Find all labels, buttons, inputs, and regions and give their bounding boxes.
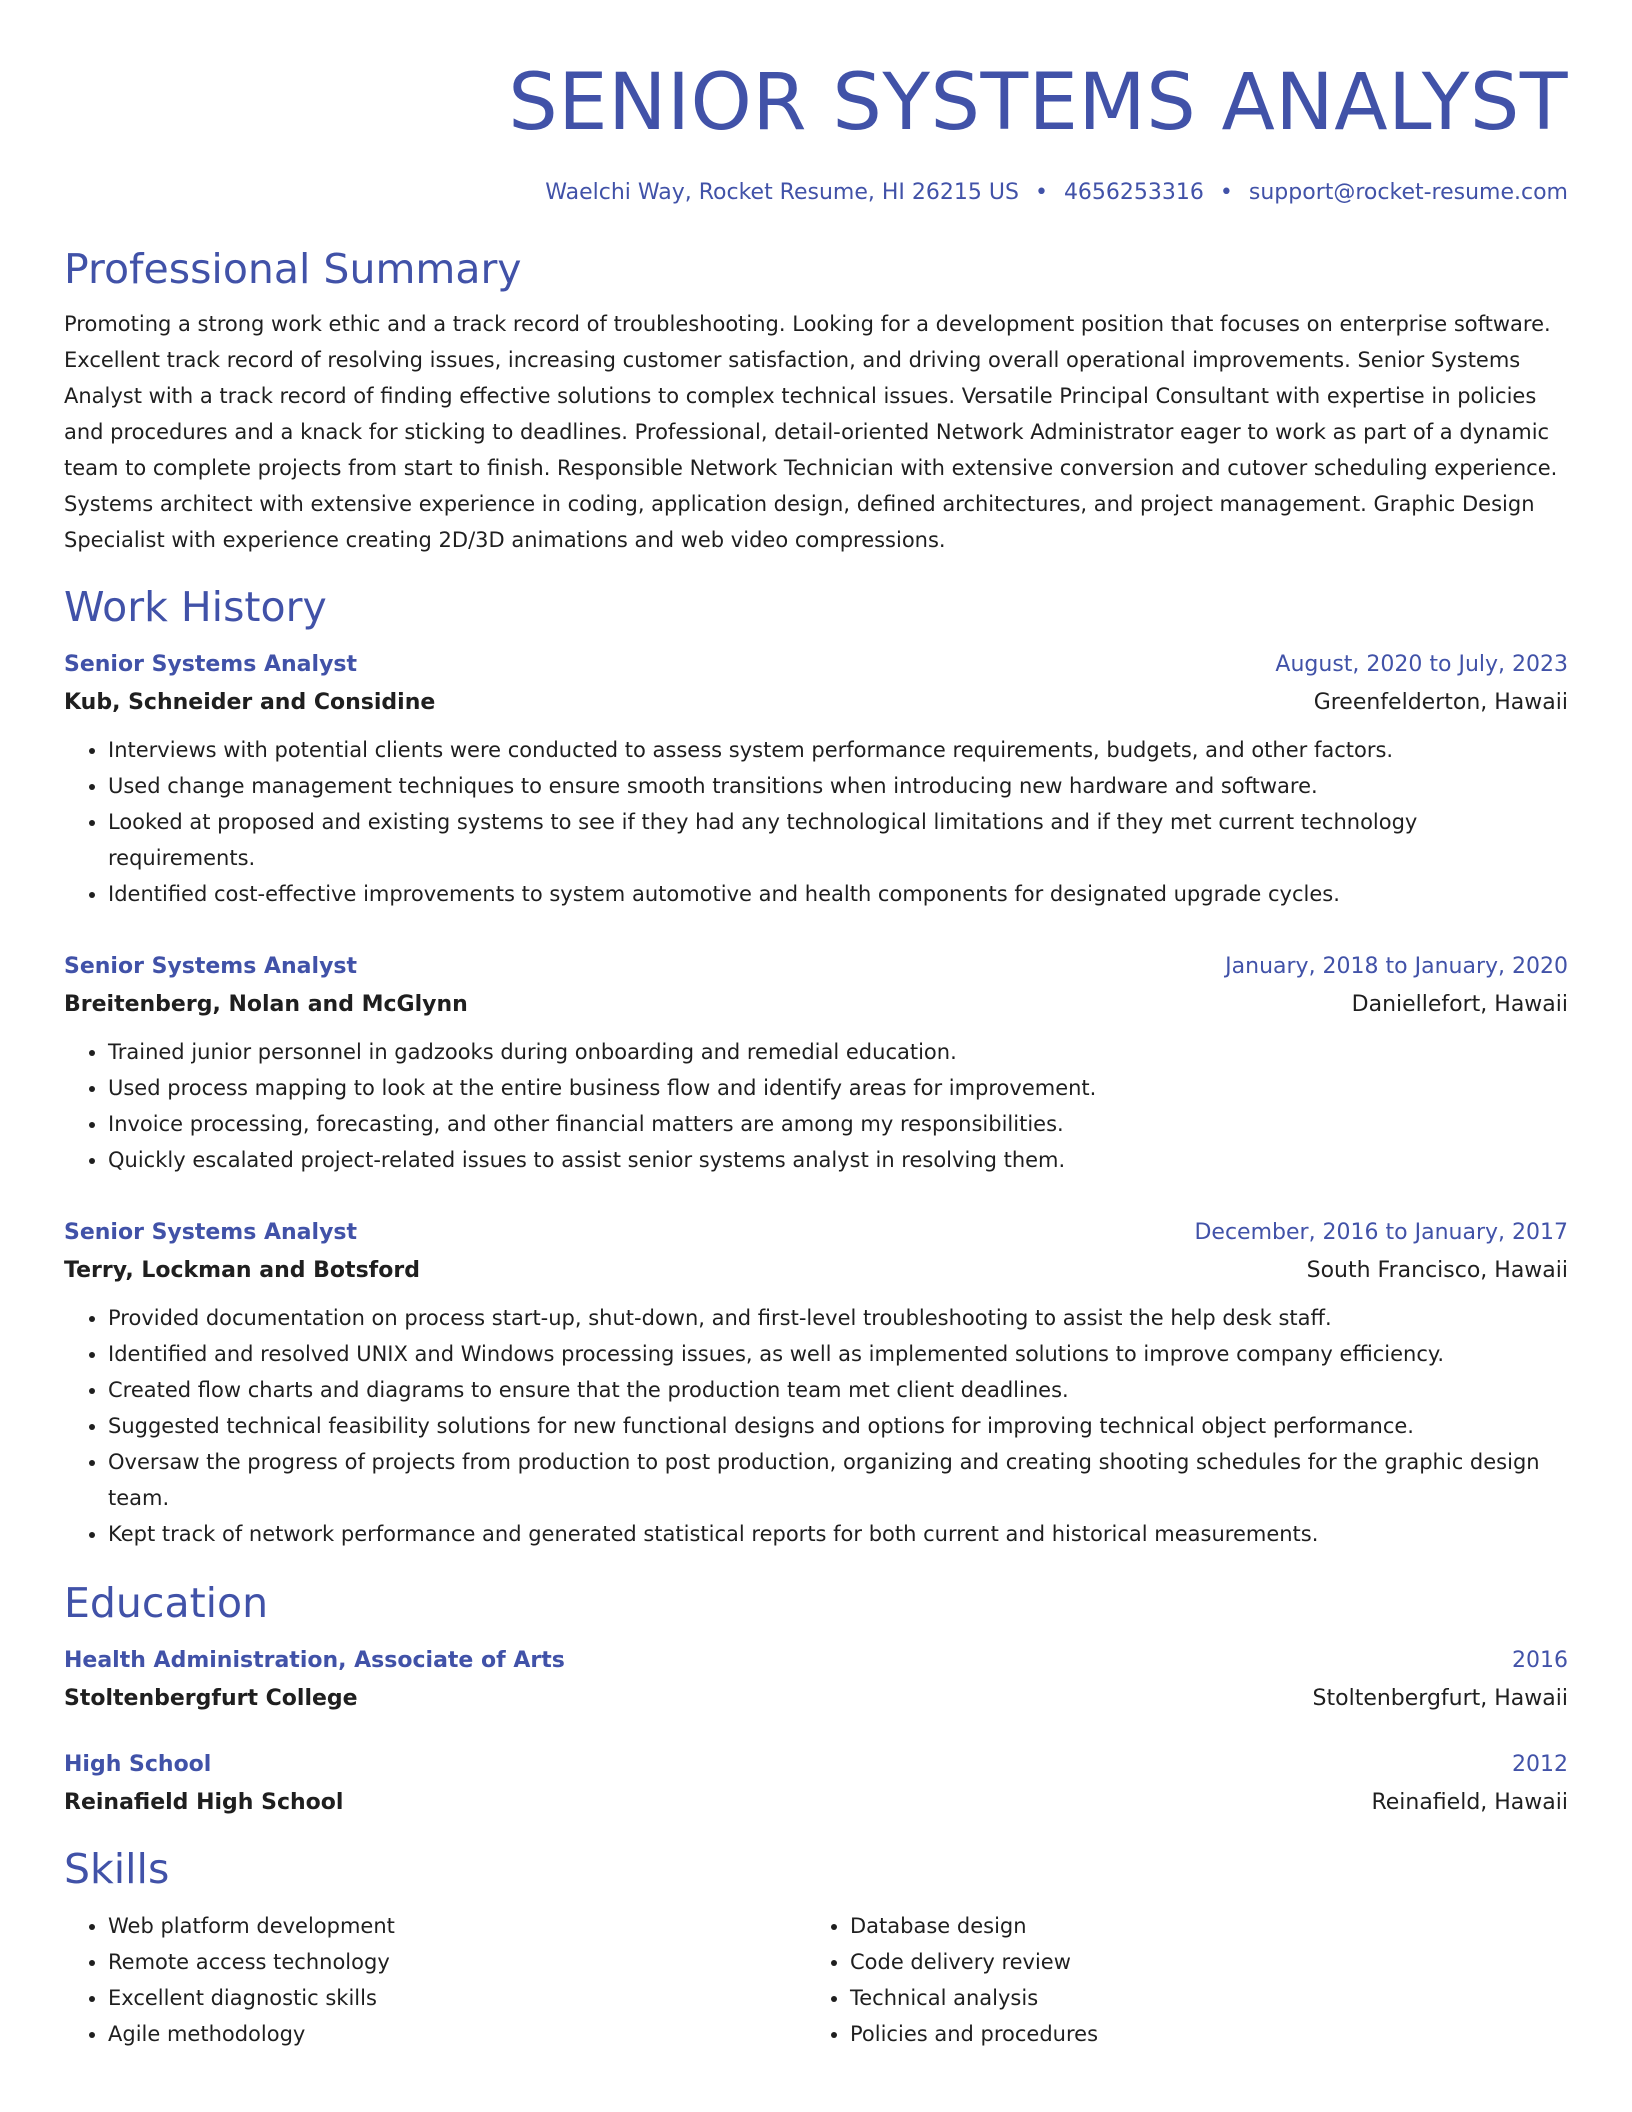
contact-phone: 4656253316: [1063, 180, 1204, 205]
job-location: Daniellefort, Hawaii: [1351, 992, 1568, 1017]
job-entry: [64, 650, 1568, 912]
job-entry: [64, 952, 1568, 1178]
education-year: 2012: [1512, 1752, 1568, 1777]
job-bullet: • Provided documentation on process start-up, shut-down, and first-level troubleshooting to assist the help desk staff.: [108, 1300, 1568, 1336]
skills-column-left: [64, 1908, 806, 2052]
education-entry: [64, 1646, 1568, 1714]
skill-item: • Excellent diagnostic skills: [108, 1980, 806, 2016]
job-bullet: • Suggested technical feasibility solutions for new functional designs and options for improving technical object performance.: [108, 1408, 1568, 1444]
contact-line: [64, 178, 1568, 208]
resume-title: SENIOR SYSTEMS ANALYST: [508, 58, 1568, 148]
job-location: Greenfelderton, Hawaii: [1313, 690, 1568, 715]
skill-item: • Code delivery review: [850, 1944, 1548, 1980]
skill-item: • Database design: [850, 1908, 1548, 1944]
skills-grid: [64, 1908, 1568, 2052]
job-role: Senior Systems Analyst: [64, 1220, 358, 1245]
job-bullet: • Used process mapping to look at the entire business flow and identify areas for improvement.: [108, 1070, 1568, 1106]
education-location: Reinafield, Hawaii: [1371, 1790, 1568, 1815]
job-bullet: • Looked at proposed and existing systems to see if they had any technological limitations and if they met current technology requirements.: [108, 804, 1568, 876]
job-company: Breitenberg, Nolan and McGlynn: [64, 992, 468, 1017]
education-school: Stoltenbergfurt College: [64, 1686, 358, 1711]
job-bullet: • Used change management techniques to ensure smooth transitions when introducing new hardware and software.: [108, 768, 1568, 804]
job-company: Terry, Lockman and Botsford: [64, 1258, 420, 1283]
work-history-heading: Work History: [64, 583, 327, 631]
job-bullet: • Trained junior personnel in gadzooks during onboarding and remedial education.: [108, 1034, 1568, 1070]
summary-text: Promoting a strong work ethic and a track record of troubleshooting. Looking for a development position that focuses on enterprise software. Excellent track record of resolving issues, increasing customer satisfaction, and driving overall operational improvements. Senior Systems Analyst with a track record of finding effective solutions to complex technical issues. Versatile Principal Consultant with expertise in policies and procedures and a knack for sticking to deadlines. Professional, detail-oriented Network Administrator eager to work as part of a dynamic team to complete projects from start to finish. Responsible Network Technician with extensive conversion and cutover scheduling experience. Systems architect with extensive experience in coding, application design, defined architectures, and project management. Graphic Design Specialist with experience creating 2D/3D animations and web video compressions.: [64, 312, 1558, 552]
job-bullet: • Identified and resolved UNIX and Windows processing issues, as well as implemented solutions to improve company efficiency.: [108, 1336, 1568, 1372]
job-location: South Francisco, Hawaii: [1306, 1258, 1568, 1283]
contact-separator: •: [1219, 180, 1233, 205]
job-bullet: • Kept track of network performance and generated statistical reports for both current and historical measurements.: [108, 1516, 1568, 1552]
skill-item: • Web platform development: [108, 1908, 806, 1944]
education-degree: High School: [64, 1752, 212, 1777]
job-bullets: [64, 1034, 1568, 1178]
job-bullet: • Quickly escalated project-related issues to assist senior systems analyst in resolving them.: [108, 1142, 1568, 1178]
job-role: Senior Systems Analyst: [64, 652, 358, 677]
education-school: Reinafield High School: [64, 1790, 344, 1815]
job-bullets: [64, 732, 1568, 912]
summary-heading: Professional Summary: [64, 245, 522, 293]
job-dates: December, 2016 to January, 2017: [1194, 1220, 1568, 1245]
skill-item: • Remote access technology: [108, 1944, 806, 1980]
skill-item: • Agile methodology: [108, 2016, 806, 2052]
skill-item: • Policies and procedures: [850, 2016, 1548, 2052]
skills-column-right: [806, 1908, 1548, 2052]
job-bullets: [64, 1300, 1568, 1552]
job-dates: January, 2018 to January, 2020: [1225, 954, 1568, 979]
contact-separator: •: [1034, 180, 1048, 205]
education-location: Stoltenbergfurt, Hawaii: [1312, 1686, 1568, 1711]
job-entry: [64, 1218, 1568, 1552]
job-dates: August, 2020 to July, 2023: [1275, 652, 1568, 677]
job-bullet: • Oversaw the progress of projects from production to post production, organizing and creating shooting schedules for the graphic design team.: [108, 1444, 1568, 1516]
job-role: Senior Systems Analyst: [64, 954, 358, 979]
education-heading: Education: [64, 1579, 269, 1627]
contact-email: support@rocket-resume.com: [1248, 180, 1568, 205]
education-entry: [64, 1750, 1568, 1818]
education-degree: Health Administration, Associate of Arts: [64, 1648, 565, 1673]
job-company: Kub, Schneider and Considine: [64, 690, 436, 715]
education-year: 2016: [1512, 1648, 1568, 1673]
skills-heading: Skills: [64, 1845, 170, 1893]
job-bullet: • Identified cost-effective improvements to system automotive and health components for designated upgrade cycles.: [108, 876, 1568, 912]
skill-item: • Technical analysis: [850, 1980, 1548, 2016]
job-bullet: • Created flow charts and diagrams to ensure that the production team met client deadlines.: [108, 1372, 1568, 1408]
job-bullet: • Invoice processing, forecasting, and other financial matters are among my responsibilities.: [108, 1106, 1568, 1142]
contact-address: Waelchi Way, Rocket Resume, HI 26215 US: [545, 180, 1019, 205]
job-bullet: • Interviews with potential clients were conducted to assess system performance requirements, budgets, and other factors.: [108, 732, 1568, 768]
